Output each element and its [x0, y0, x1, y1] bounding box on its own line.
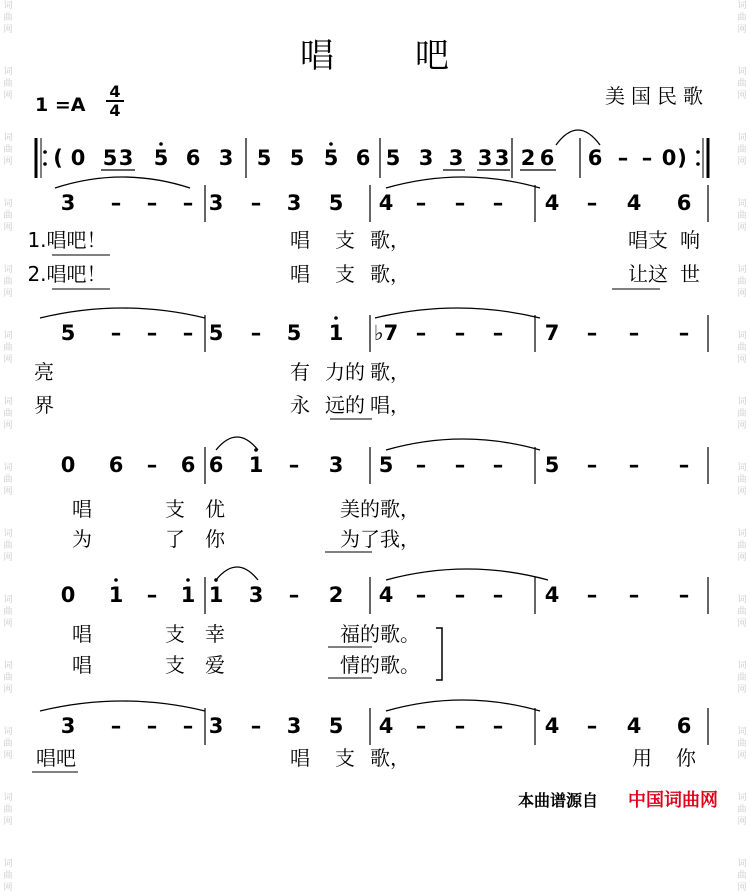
melody-note: – [415, 191, 427, 215]
intro-note: 5 [289, 146, 305, 170]
watermark-char: 网 [737, 223, 747, 233]
repeat-dot [696, 150, 700, 154]
tie [375, 308, 540, 318]
watermark-char: 网 [737, 685, 747, 695]
watermark-char: 网 [3, 157, 13, 167]
melody-note: – [678, 583, 690, 607]
watermark-char: 曲 [3, 805, 13, 815]
melody-note: 5 [328, 191, 344, 215]
watermark-char: 词 [737, 199, 747, 209]
intro-note: 5 [102, 146, 118, 170]
lyric-word: 歌， [370, 746, 410, 770]
watermark-char: 词 [3, 859, 13, 869]
intro-note: 6 [355, 146, 371, 170]
watermark-char: 曲 [737, 145, 747, 155]
watermark-char: 词 [737, 661, 747, 671]
watermark-char: 网 [3, 91, 13, 101]
watermark-char: 曲 [3, 343, 13, 353]
watermark-char: 网 [3, 883, 13, 893]
octave-dot [114, 578, 118, 582]
melody-note: – [454, 714, 466, 738]
watermark-char: 曲 [3, 871, 13, 881]
lyric-word: 用 [632, 746, 652, 770]
melody-note: 6 [676, 714, 692, 738]
melody-note: – [415, 714, 427, 738]
intro-note: 6 [539, 146, 555, 170]
watermark-char: 词 [737, 793, 747, 803]
lyric-word: 爱 [205, 653, 225, 677]
lyric-word: 支 [165, 622, 185, 646]
watermark-char: 词 [3, 397, 13, 407]
watermark-char: 词 [737, 595, 747, 605]
watermark-char: 曲 [3, 211, 13, 221]
lyric-word: 支 [165, 653, 185, 677]
melody-note: 4 [626, 191, 642, 215]
melody-note: 3 [328, 453, 344, 477]
melody-note: 4 [544, 583, 560, 607]
intro-note: 5 [385, 146, 401, 170]
lyric-word: 歌， [370, 360, 410, 384]
watermark-char: 曲 [3, 145, 13, 155]
slur [556, 130, 600, 145]
watermark-char: 曲 [737, 475, 747, 485]
lyric-word: 响 [680, 228, 700, 252]
repeat-dot [43, 162, 47, 166]
watermark-char: 网 [737, 487, 747, 497]
melody-note: 7 [544, 321, 560, 345]
intro-note: 0 [70, 146, 86, 170]
watermark-char: 词 [737, 133, 747, 143]
octave-dot [159, 142, 163, 146]
watermark-char: 曲 [3, 13, 13, 23]
key-signature: 1 =A [35, 94, 86, 116]
melody-note: 5 [286, 321, 302, 345]
melody-note: – [250, 321, 262, 345]
watermark-char: 网 [737, 751, 747, 761]
melody-note: 1 [208, 583, 224, 607]
watermark-char: 网 [737, 355, 747, 365]
melody-note: – [492, 191, 504, 215]
watermark-char: 曲 [737, 343, 747, 353]
watermark-char: 词 [737, 727, 747, 737]
watermark-char: 词 [3, 463, 13, 473]
slur [216, 567, 258, 580]
lyric-word: 支 [165, 497, 185, 521]
tie [40, 701, 205, 711]
watermark-char: 词 [3, 199, 13, 209]
watermark-char: 曲 [3, 277, 13, 287]
melody-note: – [586, 321, 598, 345]
lyric-word: 世 [680, 262, 700, 286]
lyric-word: 唱支 [628, 228, 668, 252]
melody-note: – [146, 714, 158, 738]
watermark-char: 曲 [3, 409, 13, 419]
melody-note: 1 [180, 583, 196, 607]
lyric-word: 支 [335, 746, 355, 770]
time-signature-bottom: 4 [109, 101, 121, 120]
lyric-word: 支 [335, 228, 355, 252]
melody-note: – [454, 321, 466, 345]
watermark-char: 词 [737, 529, 747, 539]
melody-note: – [492, 453, 504, 477]
watermark-char: 网 [3, 487, 13, 497]
lyric-word: 你 [205, 527, 225, 551]
lyric-word: 歌， [370, 228, 410, 252]
intro-note: 0 [661, 146, 677, 170]
lyric-word: 唱 [290, 262, 310, 286]
repeat-dot [696, 162, 700, 166]
watermark-char: 曲 [3, 79, 13, 89]
melody-note: 4 [378, 191, 394, 215]
title-char-2: 吧 [415, 36, 451, 76]
lyric-word: 唱 [72, 653, 92, 677]
lyric-word: 有 [290, 360, 310, 384]
melody-note: 0 [60, 583, 76, 607]
melody-note: – [110, 321, 122, 345]
melody-note: 5 [208, 321, 224, 345]
lyric-word: 唱吧 [36, 746, 76, 770]
watermark-char: 网 [3, 751, 13, 761]
melody-note: – [492, 714, 504, 738]
lyric-word: 支 [335, 262, 355, 286]
intro-note: 2 [520, 146, 536, 170]
melody-note: 2 [328, 583, 344, 607]
melody-note: 5 [544, 453, 560, 477]
octave-dot [214, 578, 218, 582]
lyric-word: 永 [290, 393, 310, 417]
melody-note: – [454, 453, 466, 477]
lyric-word: 幸 [205, 622, 225, 646]
melody-note: ♭7 [373, 321, 399, 345]
lyric-word: 亮 [34, 360, 54, 384]
lyric-word: 唱 [72, 622, 92, 646]
watermark-char: 网 [3, 355, 13, 365]
lyric-word: 唱， [370, 393, 410, 417]
watermark-char: 曲 [3, 475, 13, 485]
melody-note: – [628, 321, 640, 345]
melody-note: – [492, 583, 504, 607]
watermark-char: 词 [3, 67, 13, 77]
melody-note: – [678, 453, 690, 477]
watermark-char: 网 [3, 685, 13, 695]
verse-bracket [436, 628, 442, 680]
watermark-char: 曲 [3, 607, 13, 617]
melody-note: 6 [108, 453, 124, 477]
watermark-char: 曲 [737, 13, 747, 23]
watermark-char: 词 [3, 265, 13, 275]
watermark-char: 词 [3, 793, 13, 803]
tie [386, 569, 548, 580]
melody-note: 5 [60, 321, 76, 345]
tie [386, 700, 540, 711]
watermark-char: 网 [737, 91, 747, 101]
intro-note: 5 [153, 146, 169, 170]
watermark-char: 曲 [737, 541, 747, 551]
lyric-word: 歌。 [380, 653, 420, 677]
watermark-char: 词 [737, 331, 747, 341]
watermark-char: 网 [737, 817, 747, 827]
melody-note: 3 [286, 191, 302, 215]
watermark-char: 曲 [737, 409, 747, 419]
melody-note: – [110, 714, 122, 738]
lyric-word: 优 [205, 497, 225, 521]
melody-note: – [454, 583, 466, 607]
watermark-char: 网 [3, 25, 13, 35]
lyric-word: 为了 [340, 527, 380, 551]
melody-note: – [182, 321, 194, 345]
watermark-char: 词 [737, 397, 747, 407]
melody-note: 5 [378, 453, 394, 477]
melody-note: 3 [248, 583, 264, 607]
watermark-char: 曲 [3, 673, 13, 683]
watermark-char: 词 [3, 529, 13, 539]
melody-note: – [288, 453, 300, 477]
watermark-char: 曲 [737, 277, 747, 287]
intro-note: 6 [185, 146, 201, 170]
intro-note: 5 [323, 146, 339, 170]
watermark-char: 曲 [737, 805, 747, 815]
melody-note: 1 [108, 583, 124, 607]
intro-note: 3 [418, 146, 434, 170]
melody-note: – [182, 191, 194, 215]
melody-note: – [586, 583, 598, 607]
watermark-char: 网 [3, 553, 13, 563]
melody-note: 3 [208, 191, 224, 215]
watermark-char: 词 [737, 859, 747, 869]
watermark-char: 网 [3, 817, 13, 827]
watermark-char: 网 [737, 619, 747, 629]
watermark-char: 网 [737, 553, 747, 563]
melody-note: – [250, 191, 262, 215]
melody-note: – [415, 321, 427, 345]
lyric-word: 为 [72, 527, 92, 551]
lyric-word: 让这 [628, 262, 668, 286]
intro-note: 3 [118, 146, 134, 170]
melody-note: 0 [60, 453, 76, 477]
lyric-word: 界 [34, 393, 54, 417]
tie [40, 308, 205, 318]
watermark-char: 曲 [3, 541, 13, 551]
time-signature-top: 4 [109, 82, 121, 101]
watermark-char: 词 [3, 727, 13, 737]
intro-note: ) [677, 146, 687, 170]
melody-note: – [628, 583, 640, 607]
melody-note: 4 [378, 714, 394, 738]
watermark-char: 曲 [737, 607, 747, 617]
watermark-char: 曲 [737, 79, 747, 89]
melody-note: 3 [60, 714, 76, 738]
slur [216, 437, 258, 450]
melody-note: 4 [626, 714, 642, 738]
octave-dot [254, 448, 258, 452]
melody-note: 6 [208, 453, 224, 477]
octave-dot [334, 316, 338, 320]
watermark-char: 词 [3, 331, 13, 341]
watermark-char: 曲 [737, 673, 747, 683]
lyric-word: 歌， [380, 497, 420, 521]
watermark-char: 曲 [3, 739, 13, 749]
intro-note: ( [53, 146, 63, 170]
lyric-word: 唱 [72, 497, 92, 521]
melody-note: – [288, 583, 300, 607]
octave-dot [186, 578, 190, 582]
tie [55, 177, 190, 188]
lyric-word: 我， [380, 527, 420, 551]
watermark-char: 网 [3, 289, 13, 299]
watermark-char: 词 [737, 1, 747, 11]
watermark-char: 词 [737, 463, 747, 473]
watermark-char: 网 [737, 421, 747, 431]
watermark-char: 词 [3, 595, 13, 605]
intro-note: 5 [256, 146, 272, 170]
watermark-char: 网 [737, 157, 747, 167]
melody-note: – [146, 453, 158, 477]
melody-note: 6 [180, 453, 196, 477]
lyric-word: 你 [676, 746, 696, 770]
lyric-word: 唱 [290, 228, 310, 252]
lyric-word: 美的 [340, 497, 380, 521]
watermark-char: 词 [737, 265, 747, 275]
lyric-word: 了 [165, 527, 185, 551]
melody-note: 3 [286, 714, 302, 738]
watermark-char: 词 [737, 67, 747, 77]
intro-note: 3 [218, 146, 234, 170]
melody-note: – [454, 191, 466, 215]
melody-note: – [628, 453, 640, 477]
melody-note: 5 [328, 714, 344, 738]
watermark-char: 网 [3, 619, 13, 629]
melody-note: – [586, 453, 598, 477]
title-char-1: 唱 [300, 36, 336, 76]
watermark-char: 曲 [737, 739, 747, 749]
intro-note: 3 [494, 146, 510, 170]
lyric-word: 歌， [370, 262, 410, 286]
octave-dot [329, 142, 333, 146]
lyric-word: 福的 [340, 622, 380, 646]
melody-note: – [146, 583, 158, 607]
watermark-char: 词 [3, 133, 13, 143]
melody-note: – [182, 714, 194, 738]
melody-note: – [415, 453, 427, 477]
footer-source-label: 本曲谱源自 [518, 791, 599, 810]
melody-note: 3 [60, 191, 76, 215]
watermark-char: 网 [3, 223, 13, 233]
melody-note: 4 [544, 191, 560, 215]
watermark-char: 网 [737, 883, 747, 893]
watermark-char: 网 [737, 25, 747, 35]
melody-note: – [250, 714, 262, 738]
lyric-word: 力的 [325, 360, 365, 384]
intro-note: 3 [477, 146, 493, 170]
lyric-word: 1.唱吧！ [27, 228, 107, 252]
tie [386, 439, 540, 450]
melody-note: 4 [544, 714, 560, 738]
melody-note: – [110, 191, 122, 215]
melody-note: – [678, 321, 690, 345]
watermark-char: 网 [3, 421, 13, 431]
melody-note: – [586, 191, 598, 215]
lyric-word: 远的 [325, 393, 365, 417]
lyric-word: 唱 [290, 746, 310, 770]
melody-note: 3 [208, 714, 224, 738]
melody-note: 1 [248, 453, 264, 477]
melody-note: 1 [328, 321, 344, 345]
melody-note: – [146, 321, 158, 345]
watermark-char: 词 [3, 1, 13, 11]
melody-note: 4 [378, 583, 394, 607]
melody-note: 6 [676, 191, 692, 215]
lyric-word: 2.唱吧！ [27, 262, 107, 286]
lyric-word: 情的 [340, 653, 380, 677]
melody-note: – [586, 714, 598, 738]
intro-note: 3 [448, 146, 464, 170]
watermark-char: 曲 [737, 871, 747, 881]
melody-note: – [415, 583, 427, 607]
footer-site-link[interactable]: 中国词曲网 [628, 790, 718, 811]
intro-note: 6 [587, 146, 603, 170]
watermark-char: 词 [3, 661, 13, 671]
melody-note: – [146, 191, 158, 215]
song-origin: 美国民歌 [605, 84, 709, 108]
tie [386, 177, 540, 188]
intro-note: – [641, 146, 653, 170]
watermark-char: 曲 [737, 211, 747, 221]
lyric-word: 歌。 [380, 622, 420, 646]
repeat-dot [43, 150, 47, 154]
melody-note: – [492, 321, 504, 345]
intro-note: – [617, 146, 629, 170]
watermark-char: 网 [737, 289, 747, 299]
